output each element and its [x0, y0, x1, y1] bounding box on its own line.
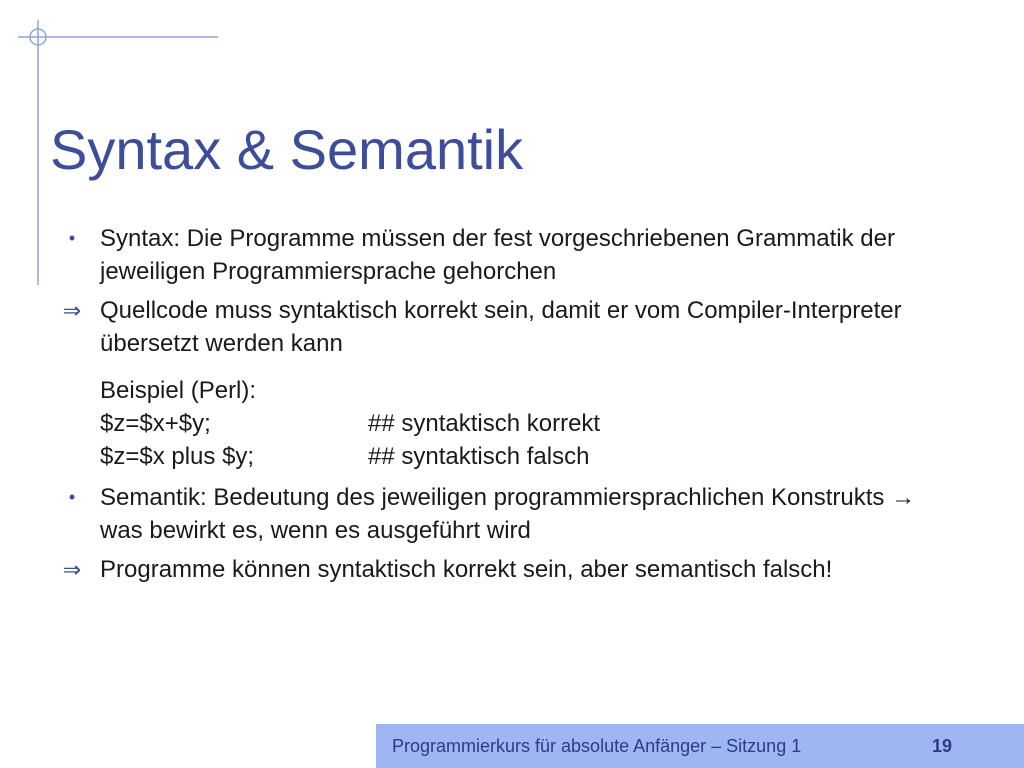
implication-semantik — [60, 553, 960, 586]
bullet-dot-icon: • — [68, 487, 76, 507]
implies-arrow-icon: ⇒ — [62, 557, 82, 582]
code-snippet: $z=$x plus $y; — [100, 443, 255, 470]
code-row — [100, 440, 960, 473]
slide-footer — [376, 724, 1024, 768]
page-number: 19 — [932, 736, 953, 756]
bullet-text: Semantik: Bedeutung des jeweiligen programmiersprachlichen Konstrukts → was bewirkt es, wenn es ausgeführt wird — [100, 484, 916, 544]
code-comment: ## syntaktisch falsch — [368, 443, 590, 470]
bullet-semantik — [60, 481, 960, 547]
implication-syntax — [60, 294, 960, 360]
code-row — [100, 407, 960, 440]
code-example — [60, 374, 960, 473]
implication-text: Programme können syntaktisch korrekt sein, aber semantisch falsch! — [100, 556, 833, 583]
slide-body — [60, 222, 960, 586]
code-snippet: $z=$x+$y; — [100, 410, 211, 437]
footer-course-title: Programmierkurs für absolute Anfänger – Sitzung 1 — [392, 736, 802, 756]
implication-text: Quellcode muss syntaktisch korrekt sein, damit er vom Compiler-Interpreter übersetzt werden kann — [100, 297, 902, 357]
code-comment: ## syntaktisch korrekt — [368, 410, 601, 437]
bullet-text: Syntax: Die Programme müssen der fest vorgeschriebenen Grammatik der jeweiligen Programmiersprache gehorchen — [100, 225, 895, 285]
bullet-syntax — [60, 222, 960, 288]
slide-title: Syntax & Semantik — [50, 118, 524, 181]
implies-arrow-icon: ⇒ — [62, 298, 82, 323]
bullet-dot-icon: • — [68, 228, 76, 248]
example-heading: Beispiel (Perl): — [100, 377, 257, 404]
